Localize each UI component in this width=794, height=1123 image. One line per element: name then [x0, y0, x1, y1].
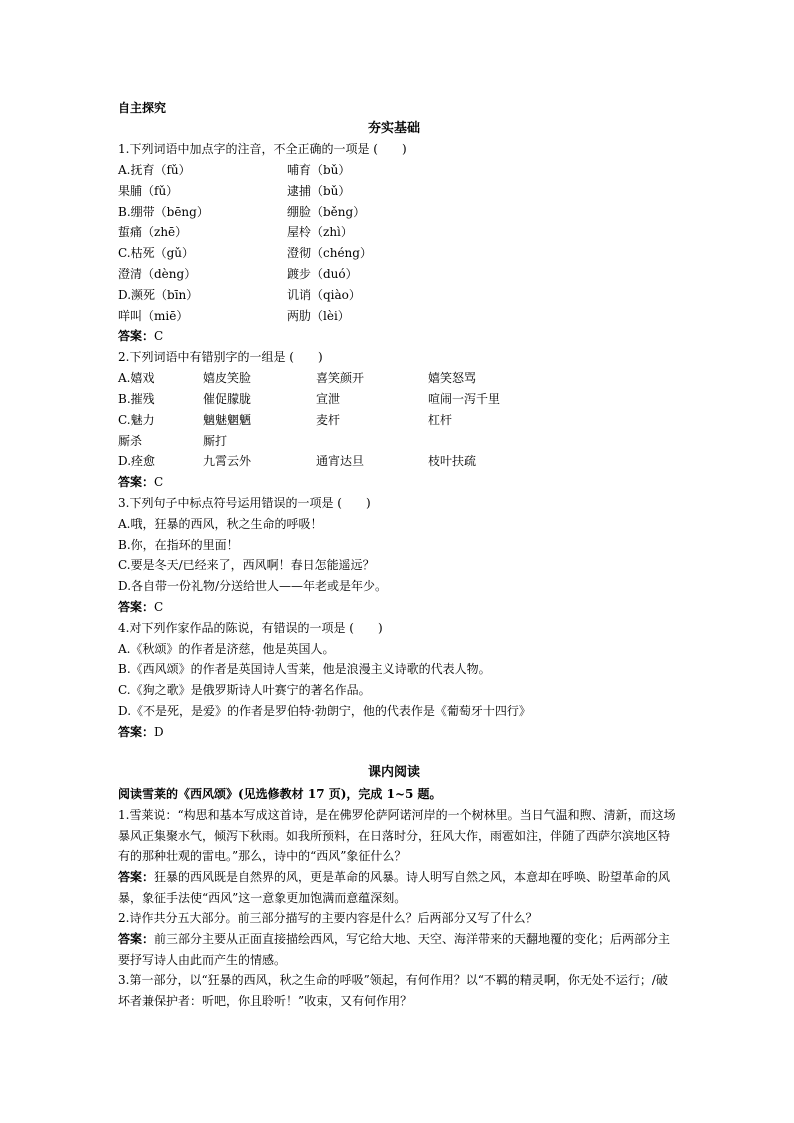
answer-label: 答案：	[118, 725, 155, 739]
q1-row-3-right: 绷脸（běng）	[287, 205, 366, 219]
reading-question-3: 3.第一部分，以“狂暴的西风，秋之生命的呼吸”领起，有何作用？以“不羁的精灵啊，你无处不运行；/破坏者兼保护者：听吧，你且聆听！”收束，又有何作用？	[118, 973, 668, 1008]
section-header: 自主探究	[118, 101, 167, 115]
reading-question-1: 1.雪莱说：“构思和基本写成这首诗，是在佛罗伦萨阿诺河岸的一个树林里。当日气温和煦、清新，而这场暴风正集聚水气，倾泻下秋雨。如我所预料，在日落时分，狂风大作，雨雹如注，伴随了西萨尔滨地区特有的那种壮观的雷电。”那么，诗中的“西风”象征什么？	[118, 808, 676, 863]
q2-row-2-col-1: B.摧残	[118, 392, 155, 406]
section-title-reading: 课内阅读	[368, 765, 421, 780]
q1-row-7-left: D.濒死（bīn）	[118, 288, 199, 302]
q1-row-8-left: 咩叫（miē）	[118, 309, 189, 323]
answer-value: C	[154, 600, 164, 614]
q4-option-c: C.《狗之歌》是俄罗斯诗人叶赛宁的著名作品。	[118, 683, 371, 697]
q2-row-3-col-3: 麦杆	[316, 413, 341, 427]
q1-row-4-right: 屋柃（zhì）	[287, 225, 353, 239]
q2-row-2-col-2: 催促朦胧	[203, 392, 252, 406]
q1-row-5-right: 澄彻（chéng）	[287, 246, 372, 260]
answer-text: 前三部分主要从正面直接描绘西风，写它给大地、天空、海洋带来的天翻地覆的变化；后两部分主要抒写诗人由此而产生的情感。	[118, 932, 671, 967]
q1-row-3-left: B.绷带（bēng）	[118, 205, 209, 219]
q1-row-5-left: C.枯死（gǔ）	[118, 246, 194, 260]
q3-answer	[118, 598, 163, 616]
q2-row-4-col-2: 厮打	[203, 434, 228, 448]
q2-row-1-col-4: 嬉笑怒骂	[428, 371, 477, 385]
q2-row-3-col-4: 杠杆	[428, 413, 453, 427]
answer-label: 答案：	[118, 870, 155, 884]
q3-option-d: D.各自带一份礼物/分送给世人——年老或是年少。	[118, 579, 388, 593]
q2-row-4-col-1: 厮杀	[118, 434, 143, 448]
q4-option-d: D.《不是死，是爱》的作者是罗伯特·勃朗宁，他的代表作是《葡萄牙十四行》	[118, 704, 531, 718]
answer-label: 答案：	[118, 932, 155, 946]
q2-row-2-col-3: 宣泄	[316, 392, 341, 406]
reading-instructions: 阅读雪莱的《西风颂》(见选修教材 17 页)，完成 1~5 题。	[118, 787, 442, 801]
q3-option-c: C.要是冬天/已经来了，西风啊！春日怎能遥远？	[118, 558, 375, 572]
question-4-stem: 4.对下列作家作品的陈说，有错误的一项是 ( )	[118, 621, 383, 635]
q2-answer	[118, 473, 163, 491]
section-title-basics: 夯实基础	[368, 121, 421, 136]
reading-answer-1	[118, 867, 678, 908]
q1-row-1-right: 哺育（bǔ）	[287, 163, 351, 177]
q2-row-1-col-1: A.嬉戏	[118, 371, 155, 385]
q1-row-6-right: 踱步（duó）	[287, 267, 358, 281]
q1-row-8-right: 两肋（lèi）	[287, 309, 350, 323]
answer-label: 答案：	[118, 475, 155, 489]
q2-row-3-col-2: 魑魅魍魉	[203, 413, 252, 427]
q1-row-4-left: 蜇痛（zhē）	[118, 225, 188, 239]
q2-row-1-col-2: 嬉皮笑脸	[203, 371, 252, 385]
question-2-stem: 2.下列词语中有错别字的一组是 ( )	[118, 350, 323, 364]
q1-row-2-left: 果脯（fǔ）	[118, 184, 179, 198]
q2-row-3-col-1: C.魅力	[118, 413, 155, 427]
q4-answer	[118, 723, 164, 741]
q2-row-2-col-4: 喧闹一泻千里	[428, 392, 501, 406]
q2-row-5-col-4: 枝叶扶疏	[428, 454, 477, 468]
reading-answer-2	[118, 929, 678, 970]
answer-value: C	[154, 329, 164, 343]
answer-text: 狂暴的西风既是自然界的风，更是革命的风暴。诗人明写自然之风，本意却在呼唤、盼望革命的风暴，象征手法使“西风”这一意象更加饱满而意蕴深刻。	[118, 870, 671, 905]
q4-option-b: B.《西风颂》的作者是英国诗人雪莱，他是浪漫主义诗歌的代表人物。	[118, 662, 491, 676]
q2-row-5-col-1: D.痊愈	[118, 454, 156, 468]
q3-option-b: B.你，在指环的里面！	[118, 538, 239, 552]
q1-row-1-left: A.抚育（fǔ）	[118, 163, 191, 177]
question-1-stem: 1.下列词语中加点字的注音，不全正确的一项是 ( )	[118, 142, 407, 156]
q2-row-1-col-3: 喜笑颜开	[316, 371, 365, 385]
answer-value: C	[154, 475, 164, 489]
answer-label: 答案：	[118, 600, 155, 614]
reading-question-2: 2.诗作共分五大部分。前三部分描写的主要内容是什么？后两部分又写了什么？	[118, 911, 538, 925]
q3-option-a: A.哦，狂暴的西风，秋之生命的呼吸！	[118, 517, 323, 531]
q1-row-6-left: 澄清（dèng）	[118, 267, 197, 281]
question-3-stem: 3.下列句子中标点符号运用错误的一项是 ( )	[118, 496, 371, 510]
q1-row-2-right: 逮捕（bǔ）	[287, 184, 351, 198]
q2-row-5-col-3: 通宵达旦	[316, 454, 365, 468]
q1-answer	[118, 327, 163, 345]
answer-value: D	[154, 725, 164, 739]
q4-option-a: A.《秋颂》的作者是济慈，他是英国人。	[118, 642, 335, 656]
q1-row-7-right: 讥诮（qiào）	[287, 288, 361, 302]
answer-label: 答案：	[118, 329, 155, 343]
q2-row-5-col-2: 九霄云外	[203, 454, 252, 468]
